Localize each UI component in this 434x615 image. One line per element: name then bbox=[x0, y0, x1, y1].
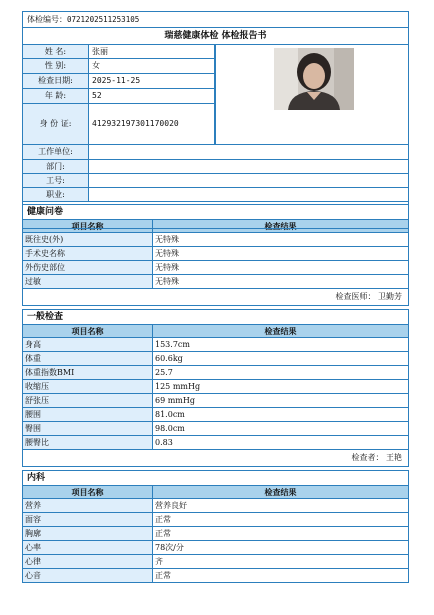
item-name: 面容 bbox=[23, 513, 153, 526]
item-name: 既往史(外) bbox=[23, 233, 153, 246]
item-result: 81.0cm bbox=[155, 410, 185, 419]
item-name: 心律 bbox=[23, 555, 153, 568]
exam-code-label: 体检编号： bbox=[27, 15, 67, 24]
patient-info-table bbox=[22, 45, 409, 229]
table-row bbox=[22, 380, 409, 394]
date-label: 检查日期: bbox=[23, 74, 89, 89]
item-name: 过敏 bbox=[23, 275, 153, 288]
column-header-result: 检查结果 bbox=[264, 221, 297, 231]
item-name: 体重指数BMI bbox=[23, 366, 153, 379]
age-label: 年 龄: bbox=[23, 89, 89, 104]
item-result: 营养良好 bbox=[155, 501, 187, 510]
table-row bbox=[22, 527, 409, 541]
table-row bbox=[22, 408, 409, 422]
column-header-item: 项目名称 bbox=[23, 325, 153, 337]
name-value: 张丽 bbox=[89, 45, 215, 59]
sex-label: 性 别: bbox=[23, 59, 89, 74]
table-row bbox=[22, 555, 409, 569]
section-1 bbox=[22, 309, 409, 467]
item-result: 正常 bbox=[155, 515, 171, 524]
item-name: 身高 bbox=[23, 338, 153, 351]
item-name: 臀围 bbox=[23, 422, 153, 435]
table-row bbox=[22, 569, 409, 583]
id-value: 412932197301170020 bbox=[89, 104, 215, 145]
table-row bbox=[22, 261, 409, 275]
photo-cell bbox=[215, 45, 409, 145]
item-result: 98.0cm bbox=[155, 424, 185, 433]
dept-label: 部门: bbox=[23, 160, 89, 174]
work-value bbox=[89, 145, 408, 160]
item-result: 无特殊 bbox=[155, 249, 179, 258]
id-label: 身 份 证: bbox=[23, 104, 89, 145]
table-row bbox=[22, 436, 409, 450]
table-row bbox=[22, 422, 409, 436]
job-number-label: 工号: bbox=[23, 174, 89, 188]
item-result: 69 mmHg bbox=[155, 396, 195, 405]
column-header-item: 项目名称 bbox=[23, 486, 153, 498]
report-title: 瑞慈健康体检 体检报告书 bbox=[22, 28, 409, 45]
report-page bbox=[22, 11, 409, 583]
table-row bbox=[22, 275, 409, 289]
exam-code-value: 0721202511253105 bbox=[67, 15, 140, 24]
item-result: 60.6kg bbox=[155, 354, 183, 363]
item-result: 153.7cm bbox=[155, 340, 190, 349]
name-label: 姓 名: bbox=[23, 45, 89, 59]
item-name: 体重 bbox=[23, 352, 153, 365]
column-header-result: 检查结果 bbox=[264, 326, 297, 336]
job-number-value bbox=[89, 174, 408, 188]
item-name: 舒张压 bbox=[23, 394, 153, 407]
item-name: 胸廓 bbox=[23, 527, 153, 540]
table-row bbox=[22, 338, 409, 352]
item-result: 78次/分 bbox=[155, 543, 184, 552]
item-name: 收缩压 bbox=[23, 380, 153, 393]
item-result: 125 mmHg bbox=[155, 382, 201, 391]
section-title: 一般检查 bbox=[22, 309, 409, 325]
item-name: 营养 bbox=[23, 499, 153, 512]
dept-value bbox=[89, 160, 408, 174]
item-result: 25.7 bbox=[155, 368, 173, 377]
examiner-signature: 检查医师： 卫勤芳 bbox=[22, 289, 409, 306]
table-row bbox=[22, 541, 409, 555]
item-result: 无特殊 bbox=[155, 277, 179, 286]
work-label: 工作单位: bbox=[23, 145, 89, 160]
item-result: 正常 bbox=[155, 571, 171, 580]
item-result: 无特殊 bbox=[155, 263, 179, 272]
table-row bbox=[22, 233, 409, 247]
section-title: 健康问卷 bbox=[22, 204, 409, 220]
table-header bbox=[22, 325, 409, 338]
date-value: 2025-11-25 bbox=[89, 74, 215, 89]
item-name: 腰围 bbox=[23, 408, 153, 421]
column-header-item: 项目名称 bbox=[23, 220, 153, 232]
table-row bbox=[22, 394, 409, 408]
table-row bbox=[22, 352, 409, 366]
occupation-value bbox=[89, 188, 408, 202]
item-result: 正常 bbox=[155, 529, 171, 538]
sex-value: 女 bbox=[89, 59, 215, 74]
table-header bbox=[22, 486, 409, 499]
item-result: 无特殊 bbox=[155, 235, 179, 244]
section-title: 内科 bbox=[22, 470, 409, 486]
table-row bbox=[22, 247, 409, 261]
section-2 bbox=[22, 470, 409, 583]
exam-code-row bbox=[22, 11, 409, 28]
occupation-label: 职业: bbox=[23, 188, 89, 202]
item-name: 外伤史部位 bbox=[23, 261, 153, 274]
item-result: 齐 bbox=[155, 557, 163, 566]
table-row bbox=[22, 513, 409, 527]
table-row bbox=[22, 366, 409, 380]
patient-photo bbox=[274, 48, 354, 110]
exam-sections bbox=[22, 204, 409, 583]
item-name: 心率 bbox=[23, 541, 153, 554]
item-result: 0.83 bbox=[155, 438, 173, 447]
table-row bbox=[22, 499, 409, 513]
column-header-result: 检查结果 bbox=[264, 487, 297, 497]
item-name: 手术史名称 bbox=[23, 247, 153, 260]
examiner-signature: 检查者： 王艳 bbox=[22, 450, 409, 467]
item-name: 腰臀比 bbox=[23, 436, 153, 449]
item-name: 心音 bbox=[23, 569, 153, 582]
age-value: 52 bbox=[89, 89, 215, 104]
